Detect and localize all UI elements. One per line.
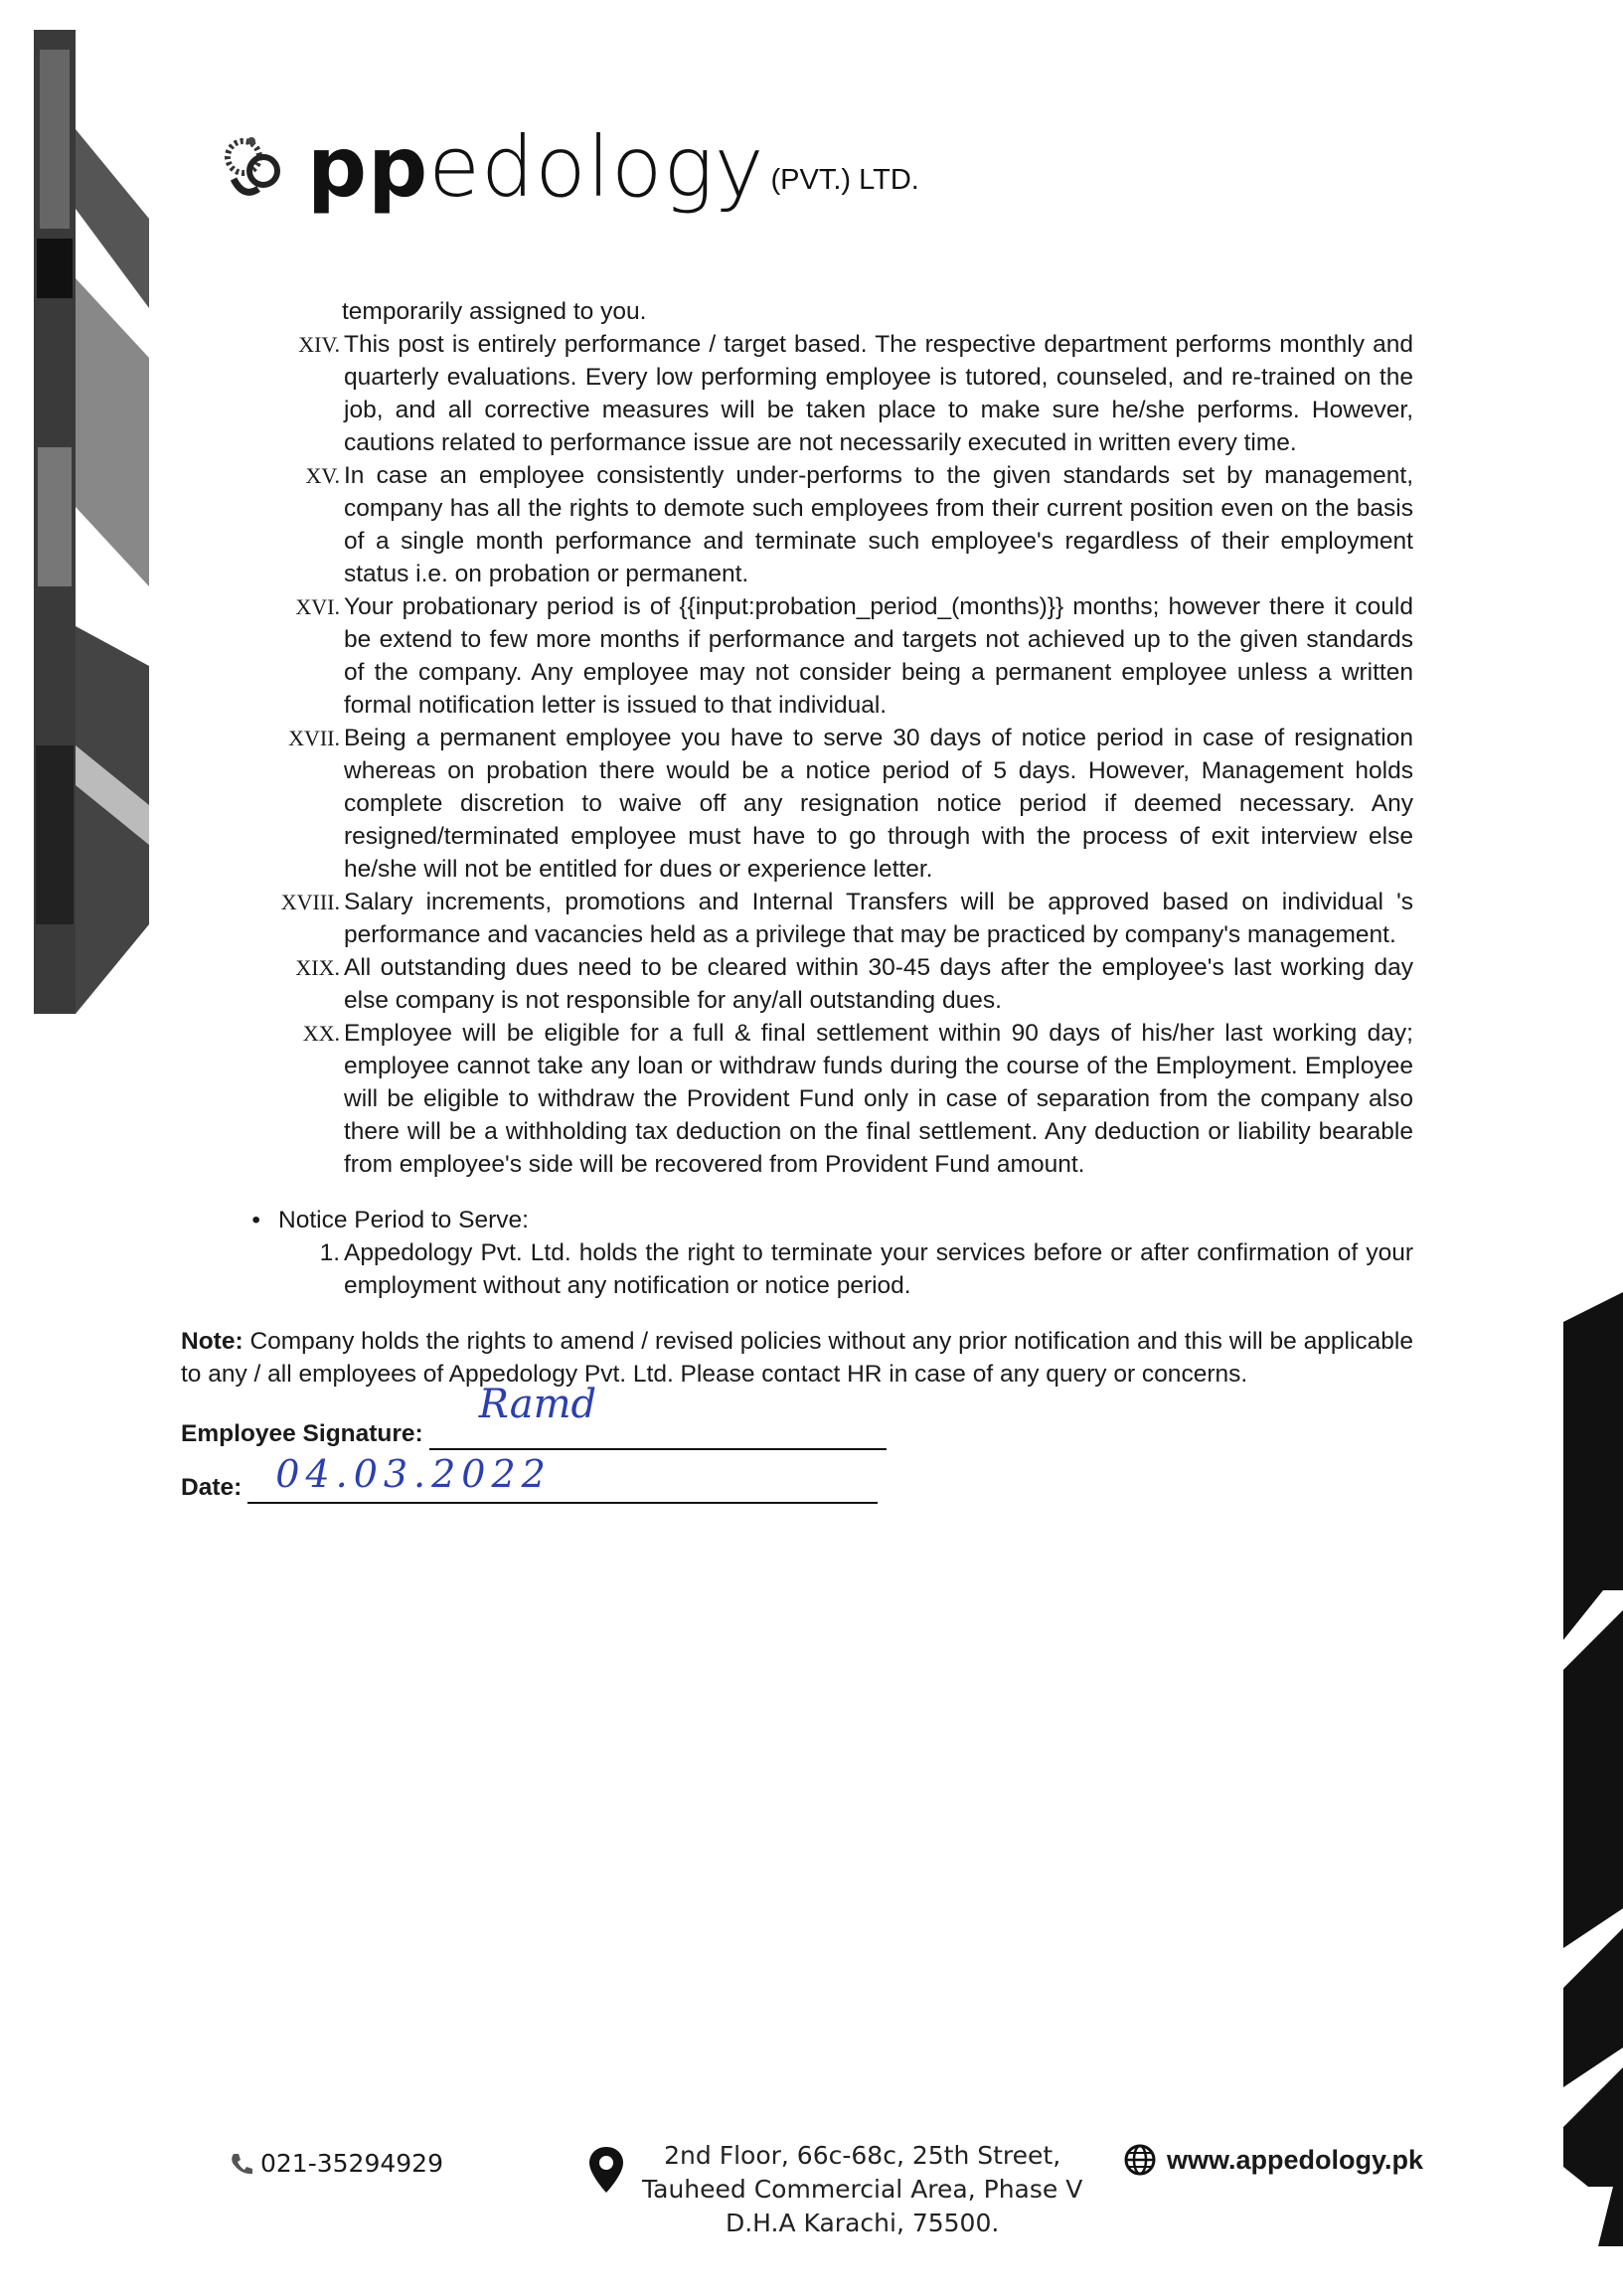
footer-address: [586, 2139, 1082, 2240]
clause-text: Employee will be eligible for a full & final settlement within 90 days of his/her last working day; employee cannot take any loan or withdraw funds during the course of the Employment. Employee will be eligible to withdraw the Provident Fund only in case of separation from the company also there will be a withholding tax deduction on the final settlement. Any deduction or liability bearable from employee's side will be recovered from Provident Fund amount.: [344, 1020, 1413, 1178]
address-line: D.H.A Karachi, 75500.: [725, 2209, 1000, 2237]
notice-item-text: Appedology Pvt. Ltd. holds the right to terminate your services before or after confirmation of your employment without any notification or notice period.: [344, 1239, 1413, 1299]
left-decorative-strip: [32, 30, 149, 1014]
address-line: 2nd Floor, 66c-68c, 25th Street,: [664, 2141, 1061, 2170]
clause-item: [181, 951, 1413, 1017]
clause-text: In case an employee consistently under-performs to the given standards set by management, company has all the rights to demote such employees from their current position even on the basis of a single month performance and terminate such employee's regardless of their employment status i.e. on probation or permanent.: [344, 462, 1413, 587]
signature-line: [429, 1382, 887, 1450]
clause-text: Salary increments, promotions and Internal Transfers will be approved based on individual 's performance and vacancies held as a privilege that may be practiced by company's management.: [344, 889, 1413, 948]
clause-item: [181, 459, 1413, 590]
note-paragraph: [181, 1325, 1413, 1391]
date-line: [247, 1452, 878, 1504]
notice-heading-row: [181, 1204, 1413, 1236]
clause-text: Being a permanent employee you have to serve 30 days of notice period in case of resignation whereas on probation there would be a notice period of 5 days. However, Management holds complete discretion to waive off any resignation notice period if deemed necessary. Any resigned/terminated employee must have to go through with the process of exit interview else he/she will not be entitled for dues or experience letter.: [344, 725, 1413, 883]
address-text: [642, 2139, 1082, 2240]
clause-text: Your probationary period is of {{input:probation_period_(months)}} months; however there it could be extend to few more months if performance and targets not achieved up to the given standards of the company. Any employee may not consider being a permanent employee unless a written formal notification letter is issued to that individual.: [344, 593, 1413, 719]
globe-icon: [1123, 2143, 1157, 2177]
clause-number: XVI.: [295, 594, 340, 619]
phone-number: 021-35294929: [260, 2149, 443, 2178]
clause-text: This post is entirely performance / target based. The respective department performs monthly and quarterly evaluations. Every low performing employee is tutored, counseled, and re-trained on the job, and all corrective measures will be taken place to make sure he/she performs. However, cautions related to performance issue are not necessarily executed in written every time.: [344, 331, 1413, 456]
date-row: [181, 1452, 1413, 1504]
clause-number: XVII.: [288, 726, 340, 750]
notice-heading: Notice Period to Serve:: [278, 1207, 529, 1233]
clause-item: [181, 1017, 1413, 1181]
website-url[interactable]: www.appedology.pk: [1167, 2144, 1424, 2175]
signature-row: [181, 1382, 1413, 1450]
clause-number: XV.: [305, 463, 340, 488]
handwritten-signature: Ramd: [478, 1382, 597, 1427]
clause-text: All outstanding dues need to be cleared within 30-45 days after the employee's last working day else company is not responsible for any/all outstanding dues.: [344, 954, 1413, 1014]
clause-number: XX.: [302, 1021, 340, 1046]
policy-content: [181, 295, 1413, 1504]
company-logo: [204, 99, 919, 216]
clause-list: [181, 328, 1413, 1181]
signature-label: Employee Signature:: [181, 1420, 423, 1447]
clause-item: [181, 328, 1413, 459]
footer-website: [1123, 2143, 1423, 2177]
handwritten-date: 04.03.2022: [275, 1452, 552, 1496]
clause-item: [181, 590, 1413, 722]
note-text: Company holds the rights to amend / revised policies without any prior notification and this will be applicable to any / all employees of Appedology Pvt. Ltd. Please contact HR in case of any query or concerns.: [181, 1328, 1413, 1388]
clause-number: XIX.: [295, 955, 340, 980]
clause-item: [181, 722, 1413, 886]
clause-number: XIV.: [298, 332, 340, 357]
phone-icon: [229, 2151, 254, 2177]
clause-number: XVIII.: [280, 890, 340, 914]
footer: [0, 2137, 1623, 2256]
footer-phone: [229, 2149, 443, 2178]
notice-item-number: 1.: [319, 1239, 340, 1266]
logo-suffix: (PVT.) LTD.: [770, 164, 919, 196]
note-label: Note:: [181, 1328, 243, 1355]
logo-mark-icon: [204, 119, 303, 209]
location-pin-icon: [586, 2145, 626, 2197]
address-line: Tauheed Commercial Area, Phase V: [642, 2175, 1083, 2204]
date-label: Date:: [181, 1474, 243, 1501]
notice-item: [181, 1236, 1413, 1302]
bullet-icon: •: [251, 1207, 260, 1233]
clause-item: [181, 886, 1413, 951]
logo-wordmark: ppedology: [307, 118, 765, 216]
continuation-line: temporarily assigned to you.: [342, 298, 647, 325]
right-decorative-shapes: [1504, 1292, 1623, 2246]
